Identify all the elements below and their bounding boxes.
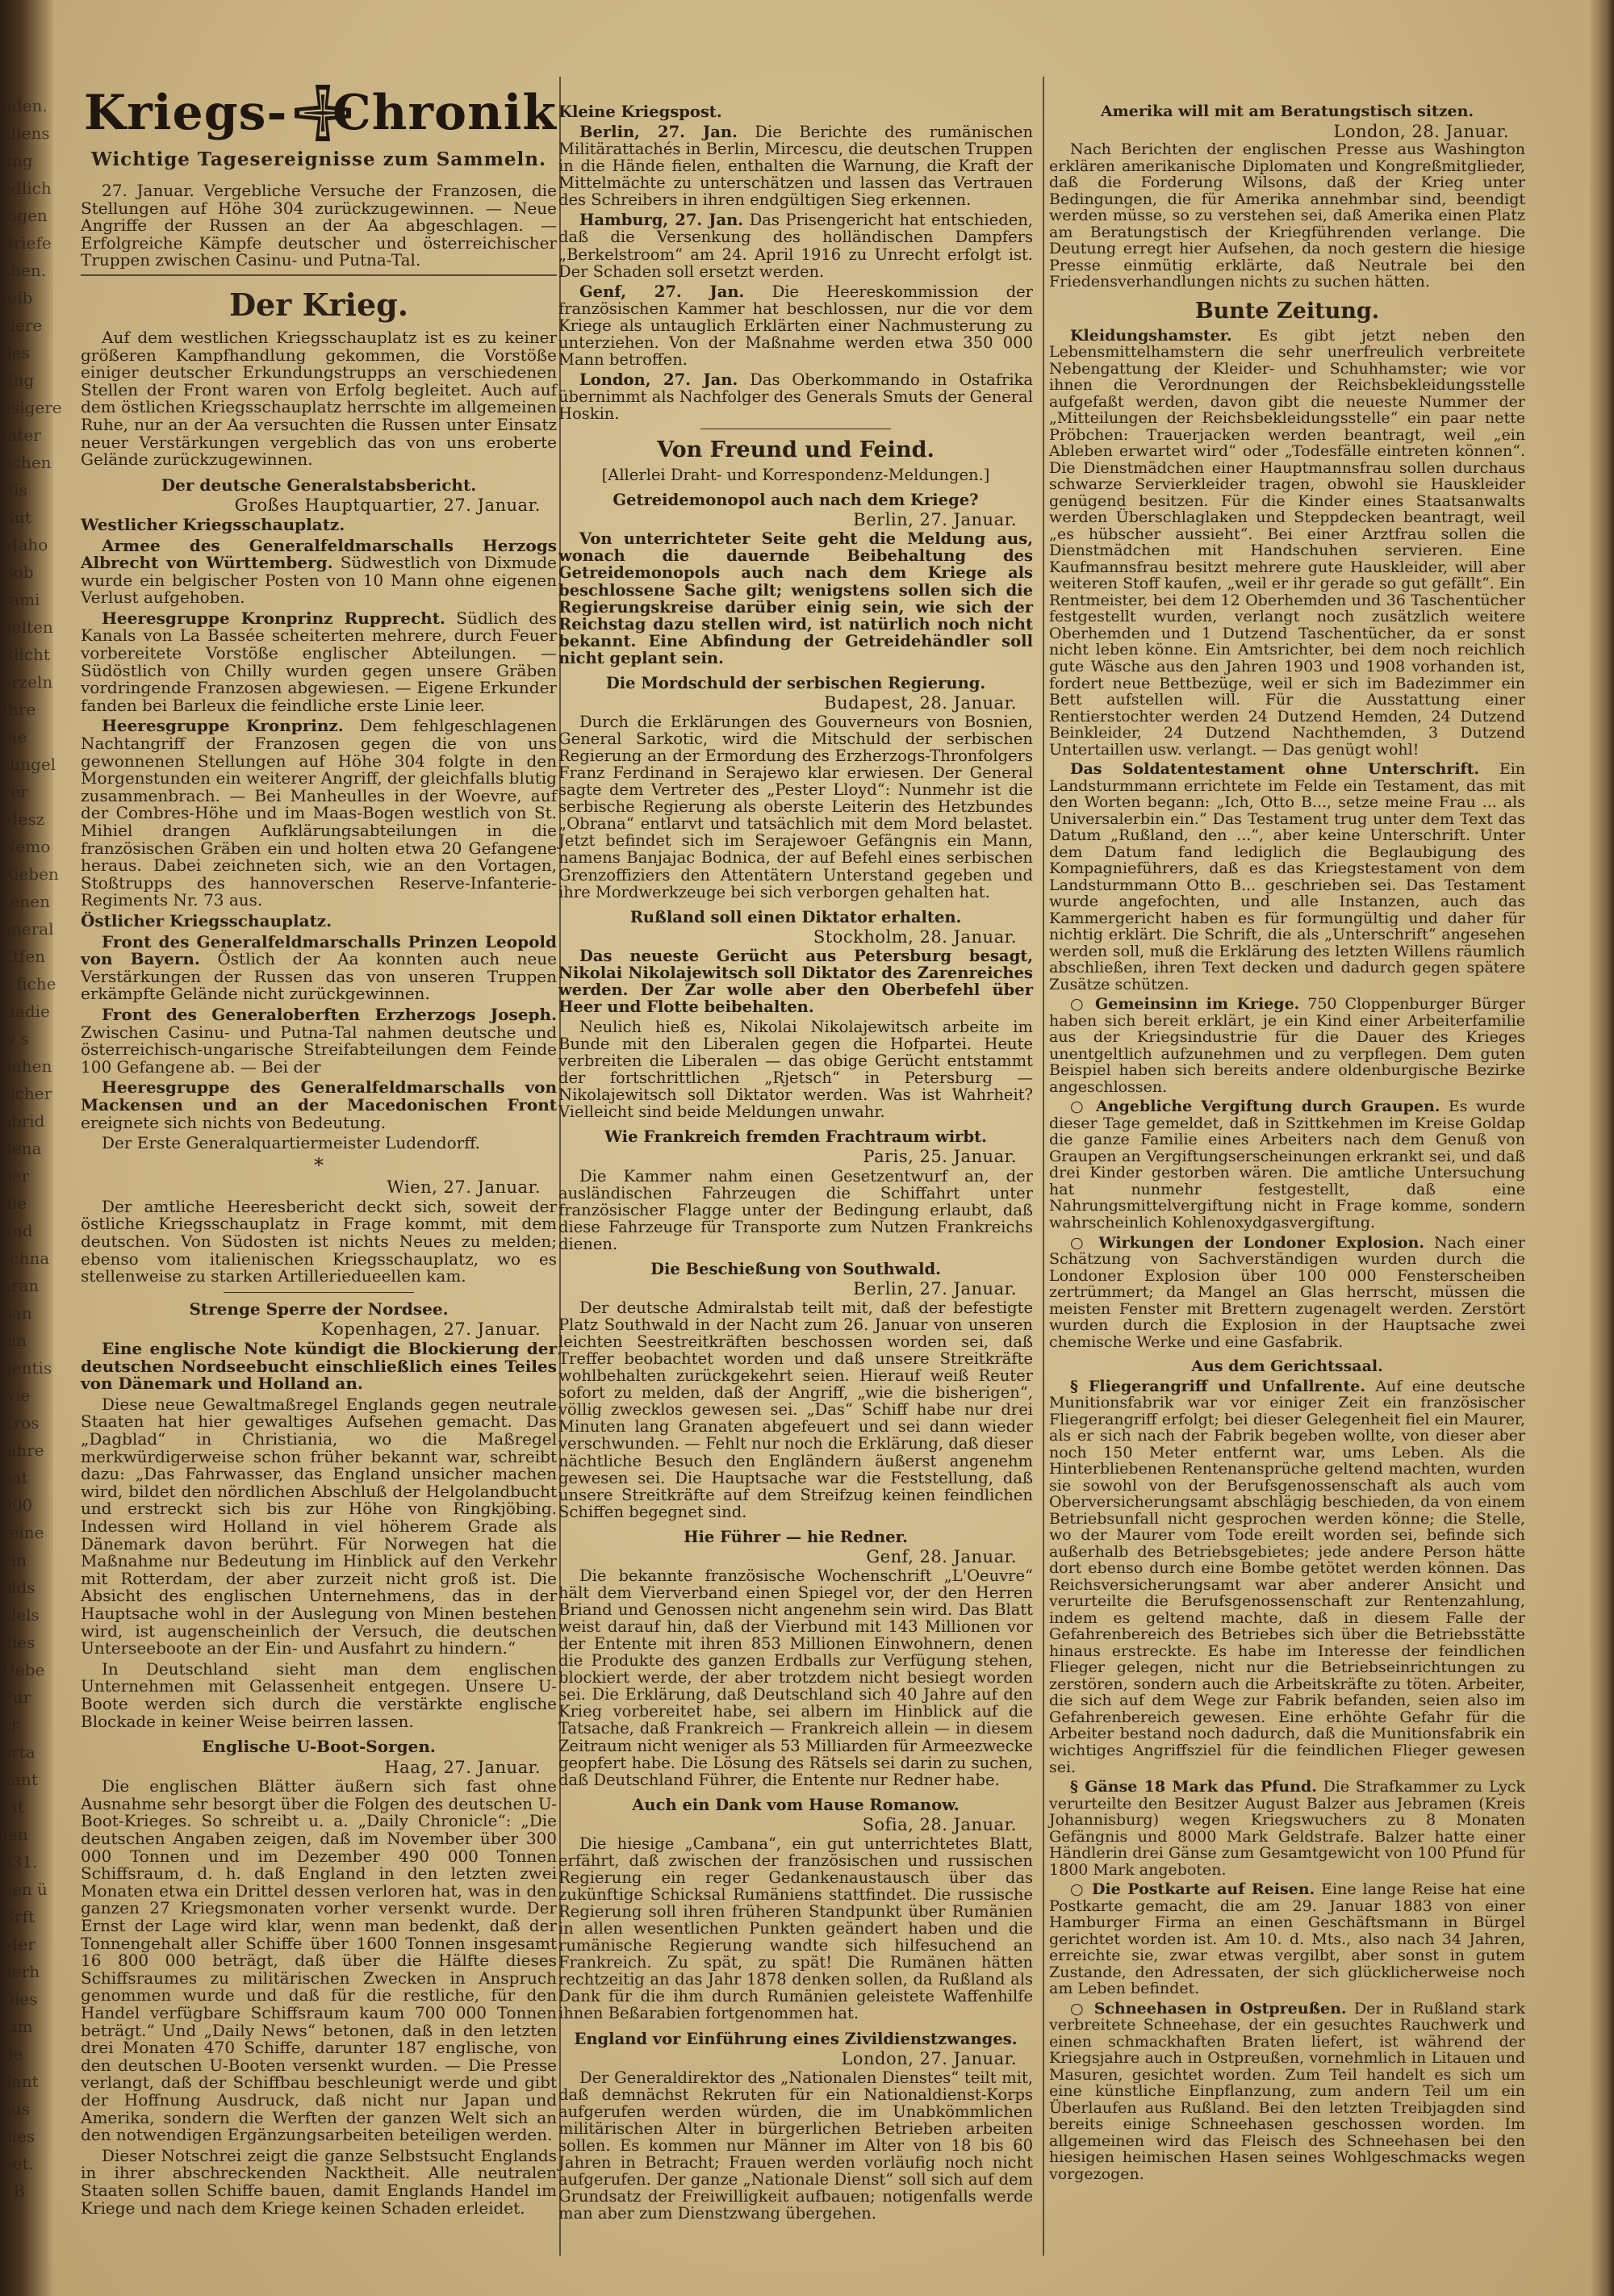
- paragraph-text: Durch die Erklärungen des Gouverneurs von Bosnien, General Sarkotic, wird die Mitschuld der serbischen Regierung an der Ermordung des Erzherzogs-Thronfolgers Franz Ferdinand in Serajewo klar erwiesen. Der General sagte dem Vertreter des „Pester Lloyd“: Nunmehr ist die serbische Regierung als oberste Leiterin des Hetzbundes „Obrana“ entlarvt und tatsächlich mit dem Mord belastet. Jetzt befindet sich im Serajewoer Gefängnis ein Mann, namens Banjajac Bodnica, der auf Befehl eines serbischen Grenzoffiziers den Attentätern Unterstand gegeben und ihre Mordwerkzeuge bei sich verborgen gehalten hat.: [558, 712, 1033, 901]
- binding-fragment: Set.: [2, 2154, 34, 2173]
- binding-fragment: gelten: [2, 617, 53, 637]
- binding-fragment: ban: [2, 1303, 32, 1323]
- paragraph-text: Der deutsche Admiralstab teilt mit, daß der befestigte Platz Southwald in der Nacht zum 26. Januar von unseren leichten Seestreitkräften beschossen worden sei, daß Treffer beobachtet worden und daß unsere Streitkräfte wohlbehalten zurückgekehrt seien. Hierauf weiß Reuter sofort zu melden, daß der Angriff, „wie die bisherigen“, völlig zwecklos gewesen sei. „Das“ Schiff habe nur drei Minuten lang Granaten abgefeuert und sei dann wieder verschwunden. — Fehlt nur noch die Erklärung, daß dieser nächtliche Besuch den Engländern äußerst angenehm gewesen sei. Die Hauptsache war die Feststellung, daß unsere Streitkräfte auf dem Streifzug keinen feindlichen Schiffen begegnet sind.: [558, 1298, 1033, 1521]
- masthead-subtitle: Wichtige Tagesereignisse zum Sammeln.: [90, 148, 547, 170]
- paragraph-lead: ○ Die Postkarte auf Reisen.: [1070, 1880, 1315, 1899]
- article-headline: Amerika will mit am Beratungstisch sitzen.: [1100, 102, 1474, 120]
- paragraph-text: Der in Rußland stark verbreitete Schneehase, der ein gesuchtes Rauchwerk und einen schmackhaften Braten liefert, ist während der Kriegsjahre auch in Ostpreußen, vornehmlich in Litauen und Masuren, gesichtet worden. Zum Teil handelt es sich um eine künstliche Einpflanzung, zum andern Teil um ein Überlaufen aus Rußland. Bei den letzten Treibjagden sind bereits einige Schneehasen geschossen worden. Im allgemeinen wird das Fleisch des Schneehasen bei den hiesigen heimischen Hasen seines Wohlgeschmacks wegen vorgezogen.: [1049, 1999, 1525, 2183]
- article-paragraph: [81, 1079, 557, 1131]
- dateline: Stockholm, 28. Januar.: [813, 926, 1017, 947]
- binding-fragment: sicher: [2, 1084, 52, 1103]
- column-headline: Kleine Kriegspost.: [558, 102, 722, 121]
- dateline: London, 27. Januar.: [841, 2048, 1017, 2068]
- article-headline: Strenge Sperre der Nordsee.: [189, 1299, 449, 1319]
- paragraph-text: 27. Januar. Vergebliche Versuche der Franzosen, die Stellungen auf Höhe 304 zurückzugewinnen. — Neue Angriffe der Russen an der Aa abgeschlagen. — Erfolgreiche Kämpfe deutscher und österreichischer Truppen zwischen Casinu- und Putna-Tal.: [81, 181, 557, 270]
- paragraph-text: Südwestlich von Dixmude wurde ein belgischer Posten von 10 Mann ohne eigenen Verlust aufgehoben.: [81, 553, 558, 608]
- masthead-title-left: Kriegs-: [84, 85, 288, 141]
- section-rule: [81, 274, 557, 276]
- binding-fragment: aus: [2, 2099, 31, 2118]
- paragraph-lead: Heeresgruppe des Generalfeldmarschalls von Mackensen und an der Macedonischen Front: [81, 1077, 557, 1115]
- paragraph-text: Auf dem westlichen Kriegsschauplatz ist es zu keiner größeren Kampfhandlung gekommen, die Vorstöße einiger deutscher Erkundungstrupps an verschiedenen Stellen der Front waren von Erfolg begleitet. Auch auf dem östlichen Kriegsschauplatz herrschte im allgemeinen Ruhe, nur an der Aa versuchten die Russen unter Einsatz neuer Verstärkungen vergeblich das von uns eroberte Gelände zurückzugewinnen.: [81, 327, 557, 470]
- article-paragraph: [558, 1835, 1033, 2022]
- binding-fragment: w s: [2, 1029, 29, 1048]
- dateline: Paris, 25. Januar.: [863, 1147, 1017, 1167]
- article-paragraph: [81, 329, 557, 469]
- binding-fragment: und: [2, 1221, 33, 1240]
- paragraph-text: Diese neue Gewaltmaßregel Englands gegen neutrale Staaten hat hier gewaltiges Aufsehen gemacht. Das „Dagblad“ in Christiania, wo die Maßregel merkwürdigerweise schon früher bekannt war, schreibt dazu: „Das Fahrwasser, das England unsicher machen wird, bildet den nördlichen Abschluß der Helgolandbucht und erstreckt sich bis zur Höhe von Ringkjöbing. Indessen wird Holland in viel höherem Grade als Dänemark davon berührt. Für Norwegen hat die Maßnahme nur Bedeutung im Hinblick auf den Verkehr mit Rotterdam, der aber zurzeit nicht groß ist. Die Absicht des englischen Unternehmens, das in der Hauptsache wohl in der Auslegung von Minen bestehen wird, ist augenscheinlich der Versuch, die deutschen Unterseeboote an der Ein- und Ausfahrt zu hindern.“: [81, 1394, 557, 1658]
- paragraph-lead: Armee des Generalfeldmarschalls Herzogs Albrecht von Württemberg.: [81, 535, 557, 573]
- article-paragraph: [81, 182, 557, 270]
- page-edge: [1590, 0, 1614, 2296]
- paragraph-lead: Kleidungshamster.: [1070, 326, 1232, 345]
- article-paragraph: [558, 1168, 1033, 1253]
- binding-fragment: äsigere: [2, 398, 62, 417]
- article-paragraph: [81, 931, 558, 1004]
- article-paragraph: [1049, 996, 1525, 1095]
- binding-fragment: Mesz: [2, 809, 45, 829]
- binding-fragment: ziere: [2, 316, 43, 335]
- binding-fragment: abrid: [2, 1111, 45, 1131]
- dateline: Berlin, 27. Januar.: [853, 1278, 1017, 1299]
- article-paragraph: [558, 1018, 1033, 1120]
- paragraph-lead: ○ Wirkungen der Londoner Explosion.: [1070, 1233, 1424, 1252]
- article-paragraph: [558, 1299, 1033, 1520]
- article-paragraph: [558, 1567, 1033, 1788]
- binding-fragment: des: [2, 343, 30, 362]
- binding-fragment: Maho: [2, 535, 48, 554]
- binding-fragment: ung: [2, 151, 33, 170]
- paragraph-lead: Von unterrichteter Seite geht die Meldung aus, wonach die dauernde Beibehaltung des Getreidemonopols auch nach dem Kriege als beschlossene Sache gilt; wenigstens sollen sich die Regierungskreise darüber einig sein, wie sich der Reichstag dazu stellen wird, ist natürlich noch nicht bekannt. Eine Abfindung der Getreidehändler soll nicht geplant sein.: [558, 529, 1033, 667]
- binding-fragment: ein: [2, 1331, 27, 1350]
- binding-fragment: Ztfen: [2, 947, 46, 966]
- binding-fragment: Grft: [2, 1907, 35, 1926]
- binding-fragment: aneral: [2, 919, 54, 939]
- article-paragraph: [1049, 1235, 1525, 1351]
- binding-fragment: Rieben: [2, 864, 59, 884]
- article-paragraph: [558, 2069, 1033, 2223]
- section-headline: Der Krieg.: [229, 286, 408, 323]
- masthead-title-right: Chronik: [332, 85, 557, 141]
- binding-fragment: ver: [2, 782, 28, 801]
- binding-fragment: kant: [2, 1770, 38, 1789]
- binding-fragment: Briefe: [2, 233, 52, 253]
- binding-fragment: schna: [2, 1248, 50, 1268]
- binding-fragment: sungel: [2, 755, 56, 774]
- paragraph-text: Der Erste Generalquartiermeister Ludendorff.: [102, 1133, 481, 1153]
- page-binding-margin: [0, 0, 62, 2296]
- article-paragraph: [558, 947, 1033, 1015]
- article-paragraph: [81, 1658, 557, 1731]
- dateline: Berlin, 27. Januar.: [853, 510, 1017, 530]
- paragraph-lead: Östlicher Kriegsschauplatz.: [81, 910, 332, 931]
- article-paragraph: [1049, 1378, 1525, 1775]
- article-paragraph: [1049, 1098, 1525, 1231]
- binding-fragment: dahen: [2, 1056, 52, 1076]
- paragraph-text: Das Oberkommando in Ostafrika übernimmt als Nachfolger des Generals Smuts der General Hoskin.: [558, 370, 1033, 424]
- binding-fragment: hat: [2, 1468, 28, 1487]
- binding-fragment: Lim: [2, 2017, 33, 2036]
- paragraph-text: Ein Landsturmmann errichtete im Felde ein Testament, das mit den Worten begann: „Ich, Otto B..., setze meine Frau ... als Universalerbin ein.“ Das Testament trug unter dem Text das Datum „Rußland, den ...“, aber keine Unterschrift. Unter dem Datum fand lediglich die Beglaubigung des Kompagnieführers, daß es das Kriegstestament von dem Landsturmmann Otto B... geschrieben sei. Das Testament wurde angefochten, und alle Instanzen, auch das Kammergericht haben es für formungültig und daher für nichtig erklärt. Die Schrift, die als „Unterschrift“ angesehen werden soll, muß die Erklärung des letzten Willens räumlich abschließen, ihren Text decken und dadurch gegen spätere Zusätze schützen.: [1049, 760, 1526, 993]
- article-headline: Aus dem Gerichtssaal.: [1191, 1357, 1383, 1376]
- binding-fragment: e fiche: [2, 974, 56, 993]
- paragraph-text: Zwischen Casinu- und Putna-Tal nahmen deutsche und österreichisch-ungarische Streifabteilungen dem Feinde 100 Gefangene ab. — Bei der: [81, 1022, 557, 1077]
- paragraph-text: ereignete sich nichts von Bedeutung.: [81, 1112, 387, 1132]
- binding-fragment: Bob: [2, 562, 34, 582]
- section-headline: Von Freund und Feind.: [657, 437, 935, 463]
- paragraph-lead: Hamburg, 27. Jan.: [579, 211, 744, 230]
- article-paragraph: [81, 2145, 557, 2218]
- binding-fragment: ilena: [2, 1139, 42, 1158]
- paragraph-text: Das Prisengericht hat entschieden, daß die Versenkung des holländischen Dampfers „Berkelstroom“ am 24. April 1916 zu Unrecht erfolgt ist. Der Schaden soll ersetzt werden.: [558, 211, 1033, 281]
- binding-fragment: lichen: [2, 453, 52, 472]
- binding-fragment: zenen: [2, 892, 50, 911]
- binding-fragment: elels: [2, 1605, 40, 1625]
- dateline: Wien, 27. Januar.: [387, 1177, 541, 1198]
- binding-fragment: 000: [2, 1495, 33, 1515]
- binding-fragment: ein: [2, 1550, 27, 1570]
- paragraph-text: Dem fehlgeschlagenen Nachtangriff der Franzosen gegen die von uns gewonnenen Stellungen auf Höhe 304 folgte in den Morgenstunden ein weiterer Angriff, der gleichfalls blutig zusammenbrach. — Bei Manheulles in der Woevre, auf der Combres-Höhe und im Maas-Bogen westlich von St. Mihiel drangen Aufklärungsabteilungen in die französischen Gräben ein und holten etwa 20 Gefangene heraus. Dabei zeichneten sich, wie an den Vortagen, Stoßtrupps des hannoverschen Reserve-Infanterie-Regiments Nr. 73 aus.: [81, 716, 558, 910]
- column-3: [1049, 95, 1525, 2264]
- binding-fragment: ber: [2, 1166, 30, 1186]
- article-paragraph: [558, 371, 1033, 422]
- paragraph-text: Auf eine deutsche Munitionsfabrik war vor einiger Zeit ein französischer Fliegerangriff erfolgt; bei dieser Gelegenheit fiel ein Maurer, als er sich nach der Fabrik begeben wollte, von dieser aber noch 150 Meter entfernt war, ums Leben. Als die Hinterbliebenen Rentenansprüche geltend machten, wurden sie sowohl von der Berufsgenossenschaft als auch vom Oberversicherungsamt abschlägig beschieden, da von einem Betriebsunfall nicht gesprochen werden könne; die Stelle, wo der Maurer vom Tode ereilt worden sei, befinde sich außerhalb des Betriebsgebietes; jede andere Person hätte dort ebenso durch eine Bombe getötet werden können. Das Reichsversicherungsamt war aber anderer Ansicht und verurteilte die Berufsgenossenschaft zur Rentenzahlung, indem es geltend machte, daß in diesem Falle der Gefahrenbereich des Betriebes sich über die Betriebsstätte hinaus erstreckte. Es habe im Interesse der feindlichen Flieger gelegen, nicht nur die Betriebseinrichtungen zu zerstören, sondern auch die Arbeitskräfte zu töten. Arbeiter, die sich auf dem Wege zur Fabrik befanden, seien also im Gefahrenbereich gewesen. Eine erhöhte Gefahr für die Arbeiter bestand noch dadurch, daß die Munitionsfabrik ein wichtiges Angriffsziel für die feindlichen Flieger gewesen sei.: [1049, 1377, 1525, 1776]
- binding-fragment: 331.: [2, 1852, 38, 1872]
- paragraph-text: Die hiesige „Cambana“, ein gut unterrichtetes Blatt, erfährt, daß zwischen der französischen und russischen Regierung ein reger Gedankenaustausch über das zukünftige Schicksal Rumäniens stattfindet. Die russische Regierung soll ihren früheren Standpunkt über Rumänien in allen wesentlichen Punkten geändert haben und die rumänische Regierung wandte sich hilfesuchend an Frankreich. Zu spät, zu spät! Die Rumänen hätten rechtzeitig an das Jahr 1878 denken sollen, da Rußland als Dank für die ihm durch Rumänien geleistete Waffenhilfe ihnen Beßarabien fortgenommen hat.: [558, 1834, 1033, 2023]
- paragraph-lead: Front des Generalfeldmarschalls Prinzen Leopold von Bayern.: [81, 931, 557, 969]
- binding-fragment: er: [2, 1715, 19, 1734]
- paragraph-lead: Eine englische Note kündigt die Blockierung der deutschen Nordseebucht einschließlich eines Teiles von Dänemark und Holland an.: [81, 1339, 557, 1394]
- binding-fragment: Fur: [2, 1687, 31, 1707]
- paragraph-lead: § Gänse 18 Mark das Pfund.: [1070, 1778, 1317, 1796]
- paragraph-text: Eine lange Reise hat eine Postkarte gemacht, die am 29. Januar 1883 von einer Hamburger Firma an einen Geschäftsmann in Bürgel gerichtet worden ist. Am 10. d. Mts., also nach 34 Jahren, erreichte sie, zwar etwas vergilbt, aber sonst in gutem Zustande, den Adressaten, der sich glücklicherweise noch am Leben befindet.: [1049, 1880, 1526, 1998]
- article-paragraph: [81, 1778, 557, 2143]
- dateline: Haag, 27. Januar.: [384, 1757, 541, 1777]
- paragraph-text: In Deutschland sieht man dem englischen Unternehmen mit Gelassenheit entgegen. Unsere U-Boote werden sich durch die verstärkte englische Blockade in keiner Weise beirren lassen.: [81, 1658, 557, 1731]
- section-headline: Bunte Zeitung.: [1194, 298, 1380, 324]
- paragraph-lead: London, 27. Jan.: [579, 370, 738, 389]
- article-paragraph: [558, 530, 1033, 667]
- binding-fragment: derh: [2, 1962, 40, 1981]
- paragraph-lead: ○ Gemeinsinn im Kriege.: [1070, 995, 1300, 1014]
- article-paragraph: [558, 713, 1033, 901]
- paragraph-text: Nach einer Schätzung von Sachverständigen wurden durch die Londoner Explosion über 100 000 Fensterscheiben zertrümmert; da Mangel an Glas herrscht, müssen die meisten Fenster mit Brettern zugenagelt werden. Zerstört wurden durch die Explosion in der Hauptsache zwei chemische Werke und eine Gasfabrik.: [1049, 1233, 1525, 1351]
- binding-fragment: hen ü: [2, 1880, 48, 1899]
- paragraph-text: Östlich der Aa konnten auch neue Verstärkungen der Russen das von unseren Truppen erkämpfte Gelände nicht zurückgewinnen.: [81, 949, 558, 1004]
- binding-fragment: lahre: [2, 1441, 44, 1460]
- paragraph-text: 750 Cloppenburger Bürger haben sich bereit erklärt, je ein Kind einer Arbeiterfamilie aus der Kriegsindustrie für die Dauer des Krieges unentgeltlich aufzunehmen und zu verpflegen. Dem guten Beispiel haben sich bereits andere oldenburgische Bezirke angeschlossen.: [1049, 995, 1525, 1096]
- binding-fragment: orta: [2, 1742, 36, 1762]
- binding-fragment: tat: [2, 1797, 24, 1817]
- article-headline: Auch ein Dank vom Hause Romanow.: [632, 1795, 960, 1814]
- article-paragraph: [81, 1340, 557, 1393]
- binding-fragment: wie: [2, 1386, 31, 1405]
- paragraph-text: Der amtliche Heeresbericht deckt sich, soweit der östliche Kriegsschauplatz in Frage kommt, mit dem deutschen. Von Südosten ist nichts Neues zu melden; ebenso vom italienischen Kriegsschauplatz, wo es stellenweise zu starken Artilleriedueellen kam.: [81, 1196, 557, 1286]
- article-paragraph: [81, 1396, 557, 1658]
- paragraph-text: Nach Berichten der englischen Presse aus Washington erklären amerikanische Diplomaten und Kongreßmitglieder, daß die Forderung Wilsons, daß der Krieg unter Bedingungen, die für Amerika annehmbar sind, beendigt werden müsse, so zu verstehen sei, daß Amerika einen Platz am Beratungstisch der Kriegführenden verlange. Die Deutung erregt hier Aufsehen, da noch gestern die hiesige Presse einmütig erklärte, daß Neutrale bei den Friedensverhandlungen nichts zu suchen hätten.: [1049, 140, 1525, 291]
- binding-fragment: die: [2, 1194, 27, 1213]
- article-headline: Getreidemonopol auch nach dem Kriege?: [613, 491, 979, 510]
- section-divider: [224, 1292, 414, 1293]
- binding-fragment: Ris: [2, 480, 27, 500]
- binding-fragment: sami: [2, 590, 40, 609]
- dateline: Großes Hauptquartier, 27. Januar.: [234, 496, 541, 516]
- article-paragraph: [1049, 1881, 1525, 1997]
- article-paragraph: [558, 211, 1033, 279]
- article-paragraph: [1049, 2001, 1525, 2183]
- section-subtitle: [Allerlei Draht- und Korrespondenz-Meldungen.]: [601, 466, 990, 485]
- column-rule-2: [1043, 77, 1044, 2256]
- article-headline: Englische U-Boot-Sorgen.: [202, 1737, 436, 1757]
- article-paragraph: [1049, 761, 1525, 993]
- paragraph-lead: ○ Schneehasen in Ostpreußen.: [1070, 1999, 1347, 2018]
- masthead: [81, 81, 557, 148]
- article-headline: Wie Frankreich fremden Frachtraum wirbt.: [604, 1127, 987, 1147]
- binding-fragment: Nemo: [2, 837, 51, 856]
- article-paragraph: [81, 1135, 557, 1152]
- article-paragraph: [81, 1006, 557, 1076]
- article-paragraph: [81, 537, 557, 607]
- binding-fragment: Eros: [2, 1413, 40, 1432]
- binding-fragment: aliens: [2, 123, 50, 143]
- binding-fragment: feib: [2, 288, 33, 307]
- paragraph-text: Es wurde dieser Tage gemeldet, daß in Szittkehmen im Kreise Goldap die ganze Familie eines Arbeiters nach dem Genuß von Graupen an Vergiftungserscheinungen erkrankt sei, und daß drei Kinder gestorben wären. Die amtliche Untersuchung hat nunmehr festgestellt, daß eine Nahrungsmittelvergiftung nicht in Frage komme, sondern wahrscheinlich Kohlenoxydgasvergiftung.: [1049, 1098, 1526, 1232]
- binding-fragment: dies: [2, 2127, 36, 2146]
- binding-fragment: reine: [2, 1523, 44, 1542]
- paragraph-text: Die englischen Blätter äußern sich fast ohne Ausnahme sehr besorgt über die Folgen des deutschen U-Boot-Krieges. So schreibt u. a. „Daily Chronicle“: „Die deutschen Angaben zeigen, daß im November über 300 000 Tonnen und im Dezember 490 000 Tonnen Schiffsraum, d. h. daß England in den letzten zwei Monaten etwa ein Drittel dessen verloren hat, was in den ganzen 27 Kriegsmonaten vorher versenkt wurde. Der Ernst der Lage wird klar, wenn man bedenkt, daß der Tonnengehalt aller Schiffe über 1600 Tonnen insgesamt 16 800 000 beträgt, daß über die Hälfte dieses Schiffsraumes zu militärischen Zwecken in Anspruch genommen wurde und daß für die restliche, für den Handel verfügbare Schiffsraum kaum 700 000 Tonnen beträgt.“ Und „Daily News“ betonen, daß in den letzten drei Monaten 470 Schiffe, darunter 187 englische, von den deutschen U-Booten versenkt wurden. — Die Presse verlangt, daß der Schiffbau beschleunigt werde und gibt der Hoffnung Ausdruck, daß nicht nur Japan und Amerika, sondern die Werften der ganzen Welt sich an den notwendigen Ergänzungsarbeiten beteiligen werden.: [81, 1776, 557, 2145]
- binding-fragment: Gut: [2, 508, 31, 527]
- article-paragraph: [81, 910, 557, 931]
- paragraph-text: Neulich hieß es, Nikolai Nikolajewitsch arbeite im Bunde mit den Liberalen gegen die Hofpartei. Heute verbreiten die Liberalen — das obige Gerücht entstammt der fortschrittlichen „Rjetsch“ in Petersburg — Nikolajewitsch soll Diktator werden. Was ist Wahrheit? Vielleicht sind beide Meldungen unwahr.: [558, 1018, 1033, 1122]
- paragraph-lead: Das neueste Gerücht aus Petersburg besagt, Nikolai Nikolajewitsch soll Diktator des Zarenreiches werden. Der Zar wolle aber den Oberbefehl über Heer und Flotte beibehalten.: [558, 946, 1033, 1016]
- binding-fragment: t B: [2, 2181, 26, 2201]
- binding-fragment: dant: [2, 2072, 39, 2091]
- paragraph-lead: Westlicher Kriegsschauplatz.: [81, 514, 345, 534]
- dateline: Sofia, 28. Januar.: [862, 1814, 1017, 1834]
- binding-fragment: Ihre: [2, 700, 36, 719]
- paragraph-text: Der Generaldirektor des „Nationalen Dienstes“ teilt mit, daß demnächst Rekruten für ein Nationaldienst-Korps aufgerufen werden würden, die im Unabkömmlichen militärischen Alter in bürgerlichen Betrieben arbeiten sollen. Es kommen nur Männer im Alter von 18 bis 60 Jahren in Betracht; Frauen werden vorläufig noch nicht aufgerufen. Der ganze „Nationale Dienst“ soll sich auf dem Grundsatz der Freiwilligkeit aufbauen; notigenfalls werde man aber zum Dienstzwang übergehen.: [558, 2068, 1033, 2223]
- article-headline: Hie Führer — hie Redner.: [684, 1527, 908, 1546]
- binding-fragment: ziadie: [2, 1002, 50, 1021]
- paragraph-text: Südlich des Kanals von La Bassée scheiterten mehrere, durch Feuer vorbereitete Vorstöße englischer Abteilungen. — Südöstlich von Chilly wurden gegen unsere Gräben vordringende Franzosen abgewiesen. — Eigene Erkunder fanden bei Barleux die feindliche erste Linie leer.: [81, 608, 557, 715]
- article-headline: Der deutsche Generalstabsbericht.: [161, 475, 477, 495]
- binding-fragment: bie: [2, 727, 27, 747]
- binding-fragment: Dies: [2, 1989, 38, 2009]
- article-paragraph: [1049, 141, 1525, 291]
- article-paragraph: [558, 123, 1033, 208]
- article-headline: Die Beschießung von Southwald.: [650, 1259, 941, 1278]
- dateline: London, 28. Januar.: [1333, 121, 1509, 141]
- paragraph-lead: Berlin, 27. Jan.: [579, 123, 738, 142]
- binding-fragment: Rlicht: [2, 645, 50, 664]
- binding-fragment: chen.: [2, 261, 47, 280]
- paragraph-lead: ○ Angebliche Vergiftung durch Graupen.: [1070, 1098, 1440, 1116]
- binding-fragment: nden.: [2, 96, 48, 115]
- article-paragraph: [81, 1198, 557, 1286]
- dateline: Genf, 28. Januar.: [866, 1546, 1017, 1566]
- binding-fragment: Jen: [2, 1825, 28, 1844]
- paragraph-lead: Front des Generaloberften Erzherzogs Joseph.: [102, 1004, 557, 1024]
- paragraph-lead: Heeresgruppe Kronprinz Rupprecht.: [102, 608, 445, 628]
- paragraph-lead: Heeresgruppe Kronprinz.: [102, 716, 344, 736]
- paragraph-text: Es gibt jetzt neben den Lebensmittelhamstern die sehr unerfreulich verbreitete Nebengattung der Kleider- und Schuhhamster; wie vor ihnen die Verordnungen der Reichsbekleidungsstelle aufgefaßt werden, davon gibt die neueste Nummer der „Mitteilungen der Reichsbekleidungsstelle“ ein paar nette Pröbchen: Trauerjacken werden beantragt, weil „ein Ableben erwartet wird“ oder „Todesfälle eintreten können“. Die Dienstmädchen einer Hauptmannsfrau sollen durchaus schwarze Servierkleider tragen, obwohl sie Hauskleider genügend besitzen. Für die Kinder eines Staatsanwalts werden Überschlaglaken und Steppdecken beantragt, weil „es hübscher aussieht“. Bei einer Arztfrau sollen die Dienstmädchen mit Handschuhen servieren. Eine Kaufmannsfrau besitzt mehrere gute Hauskleider, will aber weiteren Stoff kaufen, „weil er ihr gerade so gut gefällt“. Ein Rentmeister, bei dem 12 Oberhemden und 36 Taschentücher festgestellt wurden, verlangt noch zusätzlich weitere Oberhemden und 1 Dutzend Taschentücher, da er sonst nicht leben könne. Ein Amtsrichter, bei dem noch reichlich gute Wäsche aus den Jahren 1903 und 1908 vorhanden ist, fordert neue Bettbezüge, weil er sich im Badezimmer ein Bett aufstellen will. Für die Ausstattung einer Rentierstochter werden 24 Dutzend Hemden, 24 Dutzend Beinkleider, 24 Dutzend Nachthemden, 3 Dutzend Untertaillen usw. verlangt. — Das genügt wohl!: [1049, 326, 1526, 759]
- article-paragraph: [1049, 328, 1525, 758]
- binding-fragment: orzeln: [2, 672, 53, 692]
- binding-fragment: inter: [2, 425, 41, 445]
- article-paragraph: [81, 610, 557, 715]
- paragraph-lead: Das Soldatentestament ohne Unterschrift.: [1070, 760, 1480, 779]
- paragraph-text: Die Strafkammer zu Lyck verurteilte den Besitzer August Balzer aus Jebramen (Kreis Johannisburg) wegen Kriegswuchers zu 8 Monaten Gefängnis und 8000 Mark Geldstrafe. Balzer hatte einer Händlerin drei Gänse zum Gesamtgewicht von 100 Pfund für 1800 Mark angeboten.: [1049, 1778, 1526, 1879]
- binding-fragment: gentis: [2, 1358, 52, 1378]
- paragraph-lead: Genf, 27. Jan.: [579, 282, 745, 301]
- article-headline: England vor Einführung eines Zivildienstzwanges.: [574, 2029, 1018, 2048]
- binding-fragment: ödlich: [2, 178, 52, 198]
- article-headline: Die Mordschuld der serbischen Regierung.: [605, 673, 986, 692]
- article-paragraph: [1049, 1779, 1525, 1878]
- binding-fragment: ingen: [2, 206, 48, 225]
- asterism: *: [314, 1153, 324, 1177]
- binding-fragment: olds: [2, 1578, 36, 1597]
- binding-fragment: Mer: [2, 1934, 36, 1954]
- binding-fragment: Uebe: [2, 1660, 45, 1679]
- paragraph-text: Dieser Notschrei zeigt die ganze Selbstsucht Englands in ihrer abschreckenden Nacktheit. Alle neutralen Staaten sollen Schiffe bauen, damit Englands Handel im Kriege und nach dem Kriege keinen Schaden erleidet.: [81, 2145, 557, 2218]
- binding-fragment: aran: [2, 1276, 40, 1295]
- column-1: [81, 182, 557, 2264]
- binding-fragment: dies: [2, 1633, 36, 1652]
- article-paragraph: [81, 516, 557, 534]
- paragraph-text: Die Heereskommission der französischen Kammer hat beschlossen, nur die vor dem Kriege als untauglich Erklärten einer Nachmusterung zu unterziehen. Von der Maßnahme werden etwa 350 000 Mann betroffen.: [558, 282, 1034, 369]
- column-2: [558, 95, 1033, 2264]
- article-paragraph: [81, 717, 557, 910]
- binding-fragment: Eng: [2, 370, 35, 390]
- paragraph-lead: § Fliegerangriff und Unfallrente.: [1070, 1377, 1365, 1395]
- paragraph-text: Die Berichte des rumänischen Militärattachés in Berlin, Mircescu, die deutschen Truppen in die Hände fielen, enthalten die Warnung, die Kraft der Mittelmächte zu unterschätzen und lassen das Vertrauen des Schreibers in ihren endgültigen Sieg erkennen.: [558, 123, 1034, 210]
- paragraph-text: Die bekannte französische Wochenschrift „L'Oeuvre“ hält dem Vierverband einen Spiegel vor, der den Herren Briand und Genossen nicht angenehm sein wird. Das Blatt weist darauf hin, daß der Vierbund mit 143 Millionen vor der Entente mit ihren 853 Millionen Einwohnern, denen die Produkte des ganzen Erdballs zur Verfügung stehen, blockiert werde, der aber trotzdem nicht besiegt worden sei. Die Erklärung, daß Deutschland sich 40 Jahre auf den Krieg vorbereitet habe, sei albern im Hinblick auf die Tatsache, daß Frankreich — Frankreich allein — in diesem Zeitraum nicht weniger als 53 Milliarden für Armeezwecke geopfert habe. Die Lösung des Rätsels sei darin zu suchen, daß Deutschland Führer, die Entente nur Redner habe.: [558, 1566, 1033, 1789]
- dateline: Kopenhagen, 27. Januar.: [320, 1319, 541, 1340]
- dateline: Budapest, 28. Januar.: [824, 692, 1017, 713]
- paragraph-text: Die Kammer nahm einen Gesetzentwurf an, der ausländischen Fahrzeugen die Schiffahrt unter französischer Flagge unter der Bedingung erlaubt, daß diese Fahrzeuge für Transporte zum Nutzen Frankreichs dienen.: [558, 1166, 1033, 1253]
- article-headline: Rußland soll einen Diktator erhalten.: [629, 907, 962, 926]
- binding-fragment: Be: [2, 2044, 23, 2064]
- article-paragraph: [558, 283, 1033, 368]
